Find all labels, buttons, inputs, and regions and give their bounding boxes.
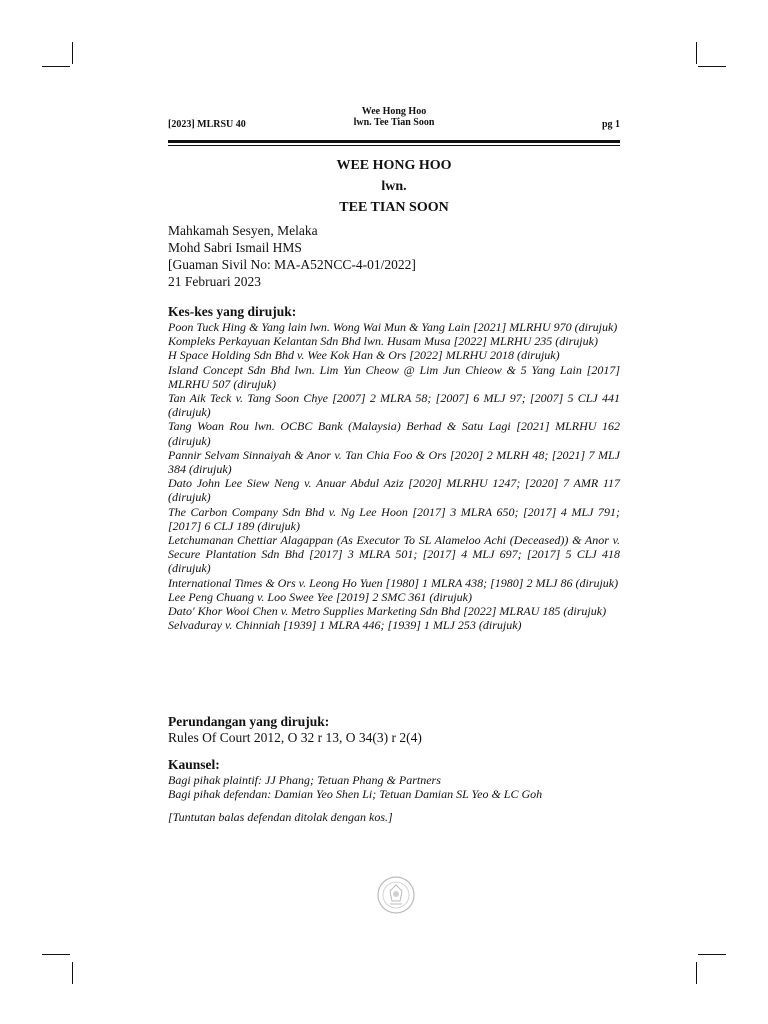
case-item: H Space Holding Sdn Bhd v. Wee Kok Han & Ors [2022] MLRHU 2018 (dirujuk)	[168, 348, 560, 363]
case-title	[168, 155, 620, 218]
crop-mark	[42, 66, 70, 67]
legislation-section	[168, 714, 620, 746]
header-rule-thin	[168, 145, 620, 146]
counsel-defendant: Bagi pihak defendan: Damian Yeo Shen Li; Tetuan Damian SL Yeo & LC Goh	[168, 787, 543, 801]
counsel-plaintiff: Bagi pihak plaintif: JJ Phang; Tetuan Phang & Partners	[168, 773, 441, 787]
case-item: International Times & Ors v. Leong Ho Yuen [1980] 1 MLRA 438; [1980] 2 MLJ 86 (dirujuk)	[168, 575, 619, 590]
crop-mark	[72, 962, 73, 984]
header-parties	[168, 106, 620, 128]
case-item: The Carbon Company Sdn Bhd v. Ng Lee Hoon [2017] 3 MLRA 650; [2017] 4 MLJ 791; [2017] 6 CLJ 189 (dirujuk)	[168, 504, 620, 533]
crop-mark	[42, 954, 70, 955]
case-meta	[168, 222, 628, 290]
meta-date: 21 Februari 2023	[168, 274, 261, 289]
meta-case-number: [Guaman Sivil No: MA-A52NCC-4-01/2022]	[168, 257, 416, 272]
counsel-heading: Kaunsel:	[168, 757, 220, 772]
legislation-heading: Perundangan yang dirujuk:	[168, 714, 330, 729]
crop-mark	[696, 962, 697, 984]
case-item: Pannir Selvam Sinnaiyah & Anor v. Tan Chia Foo & Ors [2020] 2 MLRH 48; [2021] 7 MLJ 384 (dirujuk)	[168, 447, 620, 477]
header-party-line2: lwn. Tee Tian Soon	[353, 117, 435, 128]
title-versus: lwn.	[381, 179, 407, 194]
crop-mark	[72, 42, 73, 64]
counsel-section	[168, 757, 620, 801]
header-page-number: pg 1	[601, 119, 620, 130]
crop-mark	[696, 42, 697, 64]
case-item: Dato John Lee Siew Neng v. Anuar Abdul Aziz [2020] MLRHU 1247; [2020] 7 AMR 117 (dirujuk)	[168, 476, 620, 505]
title-defendant: TEE TIAN SOON	[339, 200, 449, 215]
title-plaintiff: WEE HONG HOO	[336, 158, 452, 173]
case-item: Dato' Khor Wooi Chen v. Metro Supplies Marketing Sdn Bhd [2022] MLRAU 185 (dirujuk)	[168, 604, 607, 619]
cases-referred-heading: Kes-kes yang dirujuk:	[168, 304, 297, 319]
crop-mark	[698, 954, 726, 955]
header-citation: [2023] MLRSU 40	[168, 119, 246, 130]
case-item: Lee Peng Chuang v. Loo Swee Yee [2019] 2 SMC 361 (dirujuk)	[168, 589, 472, 604]
court-seal-icon	[376, 875, 416, 915]
case-item: Letchumanan Chettiar Alagappan (As Executor To SL Alameloo Achi (Deceased)) & Anor v. Secure Plantation Sdn Bhd [2017] 3 MLRA 501; [2017] 4 MLJ 697; [2017] 5 CLJ 418 (dirujuk)	[168, 533, 620, 576]
header-party-line1: Wee Hong Hoo	[361, 106, 427, 117]
header-rule-thick	[168, 140, 620, 143]
crop-mark	[698, 66, 726, 67]
case-item: Island Concept Sdn Bhd lwn. Lim Yun Cheow @ Lim Jun Chieow & 5 Yang Lain [2017] MLRHU 507 (dirujuk)	[168, 362, 620, 391]
case-item: Kompleks Perkayuan Kelantan Sdn Bhd lwn. Husam Musa [2022] MLRHU 235 (dirujuk)	[168, 334, 598, 349]
meta-judge: Mohd Sabri Ismail HMS	[168, 240, 302, 255]
case-item: Tan Aik Teck v. Tang Soon Chye [2007] 2 MLRA 58; [2007] 6 MLJ 97; [2007] 5 CLJ 441 (dirujuk)	[168, 391, 620, 420]
case-item: Poon Tuck Hing & Yang lain lwn. Wong Wai Mun & Yang Lain [2021] MLRHU 970 (dirujuk)	[168, 320, 618, 334]
case-item: Tang Woan Rou lwn. OCBC Bank (Malaysia) Berhad & Satu Lagi [2021] MLRHU 162 (dirujuk)	[168, 419, 620, 448]
cases-referred-section	[168, 304, 620, 632]
meta-court: Mahkamah Sesyen, Melaka	[168, 223, 318, 238]
case-result: [Tuntutan balas defendan ditolak dengan kos.]	[168, 810, 393, 824]
case-item: Selvaduray v. Chinniah [1939] 1 MLRA 446; [1939] 1 MLJ 253 (dirujuk)	[168, 618, 522, 633]
legislation-item: Rules Of Court 2012, O 32 r 13, O 34(3) r 2(4)	[168, 730, 422, 745]
